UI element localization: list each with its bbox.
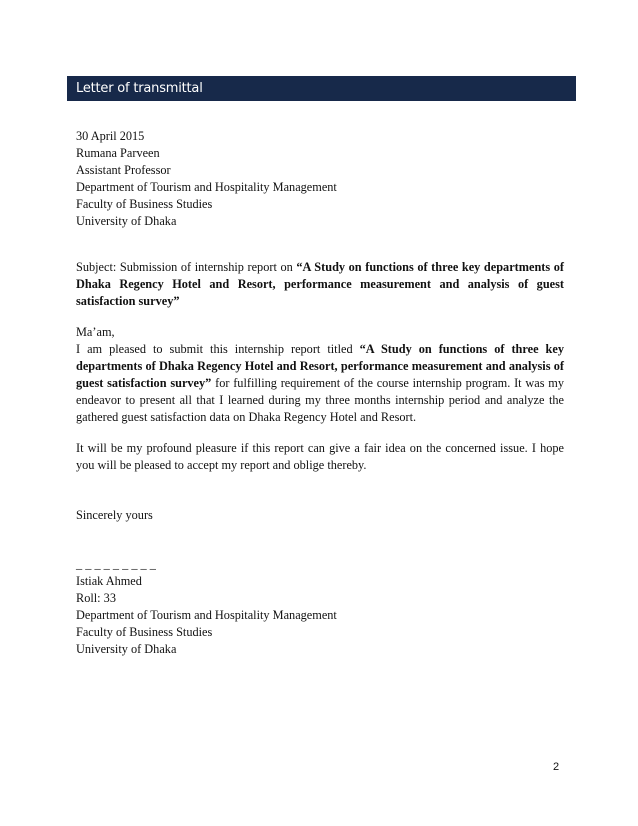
recipient-university: University of Dhaka — [76, 214, 177, 228]
section-heading-bar — [67, 76, 576, 101]
signature-line: _ _ _ _ _ _ _ _ _ — [76, 557, 156, 571]
subject-title: “A Study on functions of three key departments of Dhaka Regency Hotel and Resort, performance measurement and analysis of guest satisfaction survey” — [76, 260, 565, 308]
paragraph1-rest: for fulfilling requirement of the course internship program. It was my endeavor to present all that I learned during my three months internship period and analyze the gathered guest satisfaction data on Dhaka Regency Hotel and Resort. — [76, 376, 564, 424]
sender-roll: Roll: 33 — [76, 591, 116, 605]
letter-date: 30 April 2015 — [76, 129, 145, 143]
sender-department: Department of Tourism and Hospitality Management — [76, 608, 337, 622]
recipient-faculty: Faculty of Business Studies — [76, 197, 213, 211]
recipient-title: Assistant Professor — [76, 163, 171, 177]
salutation — [76, 324, 564, 341]
sender-signature-block — [76, 556, 564, 658]
recipient-address-block — [76, 128, 564, 230]
body-paragraph-2 — [76, 440, 564, 474]
body-paragraph-1 — [76, 341, 564, 426]
paragraph2-text: It will be my profound pleasure if this report can give a fair idea on the concerned issue. I hope you will be pleased to accept my report and oblige thereby. — [76, 441, 564, 472]
closing — [76, 507, 564, 524]
salutation-text: Ma’am, — [76, 325, 115, 339]
subject-paragraph — [76, 259, 564, 310]
sender-university: University of Dhaka — [76, 642, 177, 656]
paragraph1-intro: I am pleased to submit this internship report titled — [76, 342, 360, 356]
closing-text: Sincerely yours — [76, 508, 153, 522]
recipient-name: Rumana Parveen — [76, 146, 160, 160]
sender-name: Istiak Ahmed — [76, 574, 142, 588]
subject-prefix: Subject: Submission of internship report on — [76, 260, 297, 274]
section-heading: Letter of transmittal — [76, 81, 203, 96]
sender-faculty: Faculty of Business Studies — [76, 625, 213, 639]
recipient-department: Department of Tourism and Hospitality Management — [76, 180, 337, 194]
page-number: 2 — [553, 761, 560, 773]
paragraph1-title: “A Study on functions of three key departments of Dhaka Regency Hotel and Resort, performance measurement and analysis of guest satisfaction survey” — [76, 342, 564, 390]
